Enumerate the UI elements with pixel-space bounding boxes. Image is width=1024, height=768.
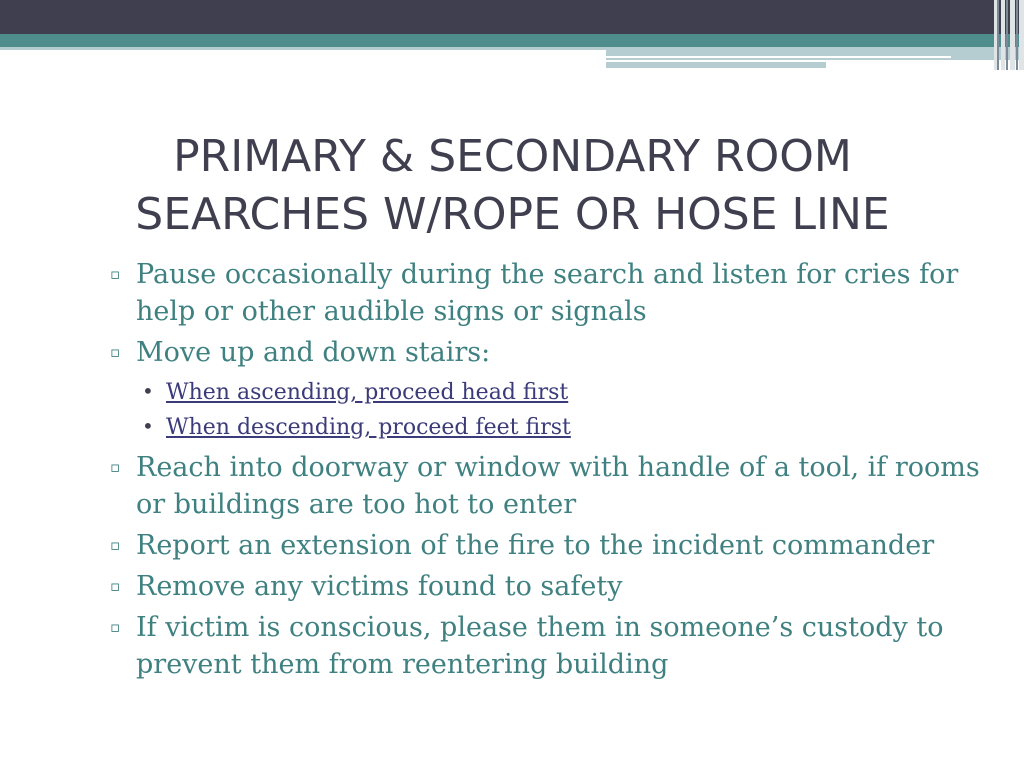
dot-bullet-icon: • — [142, 414, 154, 438]
sub-bullet-link[interactable]: When ascending, proceed head first — [166, 380, 569, 405]
square-bullet-icon: ▫ — [110, 458, 121, 476]
dot-bullet-icon: • — [142, 379, 154, 403]
bullet-text: If victim is conscious, please them in someone’s custody to prevent them from reentering building — [136, 612, 944, 680]
sub-bullet-link[interactable]: When descending, proceed feet first — [166, 415, 571, 440]
header-stripe — [1019, 0, 1024, 70]
header-stripe — [1016, 0, 1018, 70]
square-bullet-icon: ▫ — [110, 265, 121, 283]
slide-title-line: PRIMARY & SECONDARY ROOM — [173, 131, 852, 182]
sub-bullet-item — [108, 375, 988, 410]
bullet-item — [108, 527, 988, 564]
header-stripe — [1010, 0, 1015, 70]
bullet-item — [108, 334, 988, 371]
header-step-lower — [606, 62, 826, 68]
bullet-text: Reach into doorway or window with handle of a tool, if rooms or buildings are too hot to enter — [136, 452, 980, 520]
header-step-upper — [606, 50, 1024, 60]
bullet-text: Remove any victims found to safety — [136, 571, 623, 602]
bullet-item — [108, 568, 988, 605]
header-band-dark — [0, 0, 1024, 34]
slide-title-line: SEARCHES W/ROPE OR HOSE LINE — [135, 189, 890, 240]
header-stripe — [997, 0, 999, 70]
bullet-item — [108, 609, 988, 683]
header-stripe — [1006, 0, 1008, 70]
bullet-item — [108, 256, 988, 330]
header-stripe — [1001, 0, 1005, 70]
square-bullet-icon: ▫ — [110, 343, 121, 361]
bullet-text: Move up and down stairs: — [136, 337, 491, 368]
header-step-line — [606, 56, 951, 58]
bullet-list — [108, 256, 988, 687]
bullet-text: Pause occasionally during the search and listen for cries for help or other audible signs or signals — [136, 259, 959, 327]
bullet-text: Report an extension of the fire to the incident commander — [136, 530, 935, 561]
square-bullet-icon: ▫ — [110, 618, 121, 636]
slide-title — [60, 128, 965, 244]
header-band-teal — [0, 34, 1024, 47]
bullet-item — [108, 449, 988, 523]
square-bullet-icon: ▫ — [110, 577, 121, 595]
square-bullet-icon: ▫ — [110, 536, 121, 554]
sub-bullet-item — [108, 410, 988, 445]
